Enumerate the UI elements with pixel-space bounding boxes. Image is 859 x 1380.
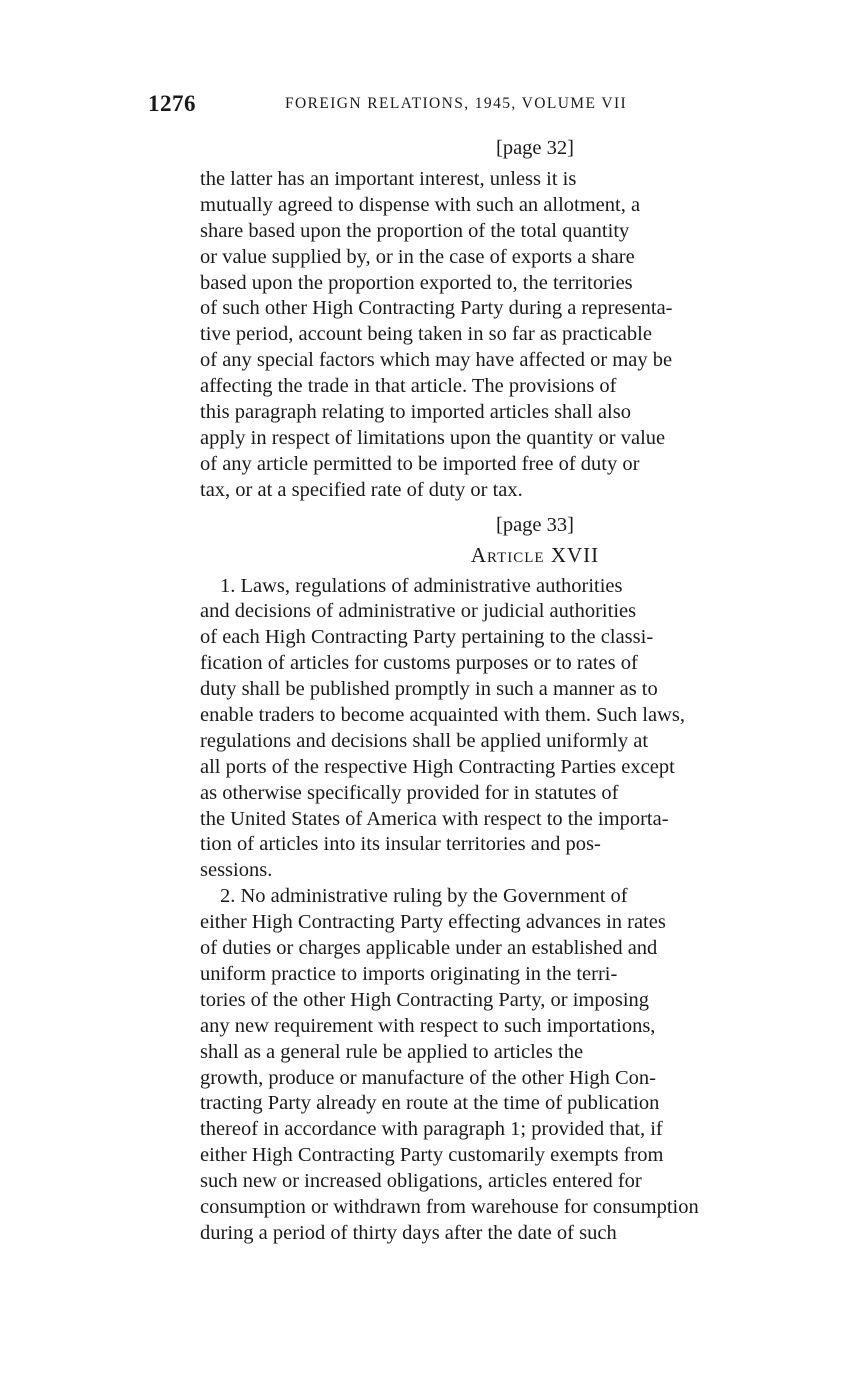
running-title: FOREIGN RELATIONS, 1945, VOLUME VII <box>285 95 628 112</box>
text-line: tive period, account being taken in so far as practicable <box>200 323 652 346</box>
text-line: apply in respect of limitations upon the quantity or value <box>200 426 666 449</box>
text-line: this paragraph relating to imported articles shall also <box>200 401 631 424</box>
text-line: and decisions of administrative or judicial authorities <box>200 600 637 623</box>
text-line: thereof in accordance with paragraph 1; provided that, if <box>200 1118 663 1141</box>
text-line: 1. Laws, regulations of administrative authorities <box>220 574 623 597</box>
text-line: of any article permitted to be imported free of duty or <box>200 452 640 475</box>
text-line: all ports of the respective High Contracting Parties except <box>200 755 675 778</box>
text-line: tax, or at a specified rate of duty or tax. <box>200 478 523 501</box>
page-marker-32: [page 32] <box>496 137 574 159</box>
text-line: fication of articles for customs purposes or to rates of <box>200 652 638 675</box>
text-line: either High Contracting Party customarily exempts from <box>200 1144 664 1167</box>
article-word: Article <box>470 542 545 567</box>
text-line: the United States of America with respect to the importa- <box>200 807 669 830</box>
text-line: any new requirement with respect to such importations, <box>200 1014 656 1037</box>
text-line: based upon the proportion exported to, the territories <box>200 271 633 294</box>
document-body <box>200 133 800 1247</box>
article-numeral: XVII <box>550 542 600 567</box>
text-line: tories of the other High Contracting Party, or imposing <box>200 988 650 1011</box>
text-line: of any special factors which may have affected or may be <box>200 349 673 372</box>
text-line: regulations and decisions shall be applied uniformly at <box>200 729 649 752</box>
text-line: of each High Contracting Party pertaining to the classi- <box>200 626 654 649</box>
text-line: share based upon the proportion of the total quantity <box>200 219 630 242</box>
text-line: duty shall be published promptly in such a manner as to <box>200 678 658 701</box>
text-line: consumption or withdrawn from warehouse for consumption <box>200 1195 699 1218</box>
text-line: tion of articles into its insular territories and pos- <box>200 833 601 856</box>
text-line: of duties or charges applicable under an established and <box>200 937 658 960</box>
paragraph-1 <box>200 574 800 885</box>
text-line: 2. No administrative ruling by the Government of <box>220 885 628 908</box>
text-line: during a period of thirty days after the date of such <box>200 1221 617 1244</box>
text-line: shall as a general rule be applied to articles the <box>200 1040 584 1063</box>
text-line: of such other High Contracting Party during a representa- <box>200 297 673 320</box>
text-line: or value supplied by, or in the case of exports a share <box>200 245 635 268</box>
text-line: mutually agreed to dispense with such an allotment, a <box>200 193 641 216</box>
text-line: affecting the trade in that article. The provisions of <box>200 375 617 398</box>
paragraph-2 <box>200 884 800 1246</box>
article-heading <box>200 540 800 570</box>
text-line: tracting Party already en route at the time of publication <box>200 1092 660 1115</box>
continued-paragraph <box>200 167 800 504</box>
text-line: enable traders to become acquainted with them. Such laws, <box>200 704 686 727</box>
page-marker-33: [page 33] <box>496 513 574 536</box>
text-line: either High Contracting Party effecting advances in rates <box>200 911 666 934</box>
text-line: uniform practice to imports originating in the terri- <box>200 962 618 985</box>
page-number: 1276 <box>148 91 196 116</box>
text-line: the latter has an important interest, unless it is <box>200 168 577 190</box>
text-line: sessions. <box>200 859 273 882</box>
text-line: as otherwise specifically provided for in statutes of <box>200 781 619 804</box>
text-line: growth, produce or manufacture of the other High Con- <box>200 1066 656 1089</box>
text-line: such new or increased obligations, articles entered for <box>200 1170 642 1193</box>
